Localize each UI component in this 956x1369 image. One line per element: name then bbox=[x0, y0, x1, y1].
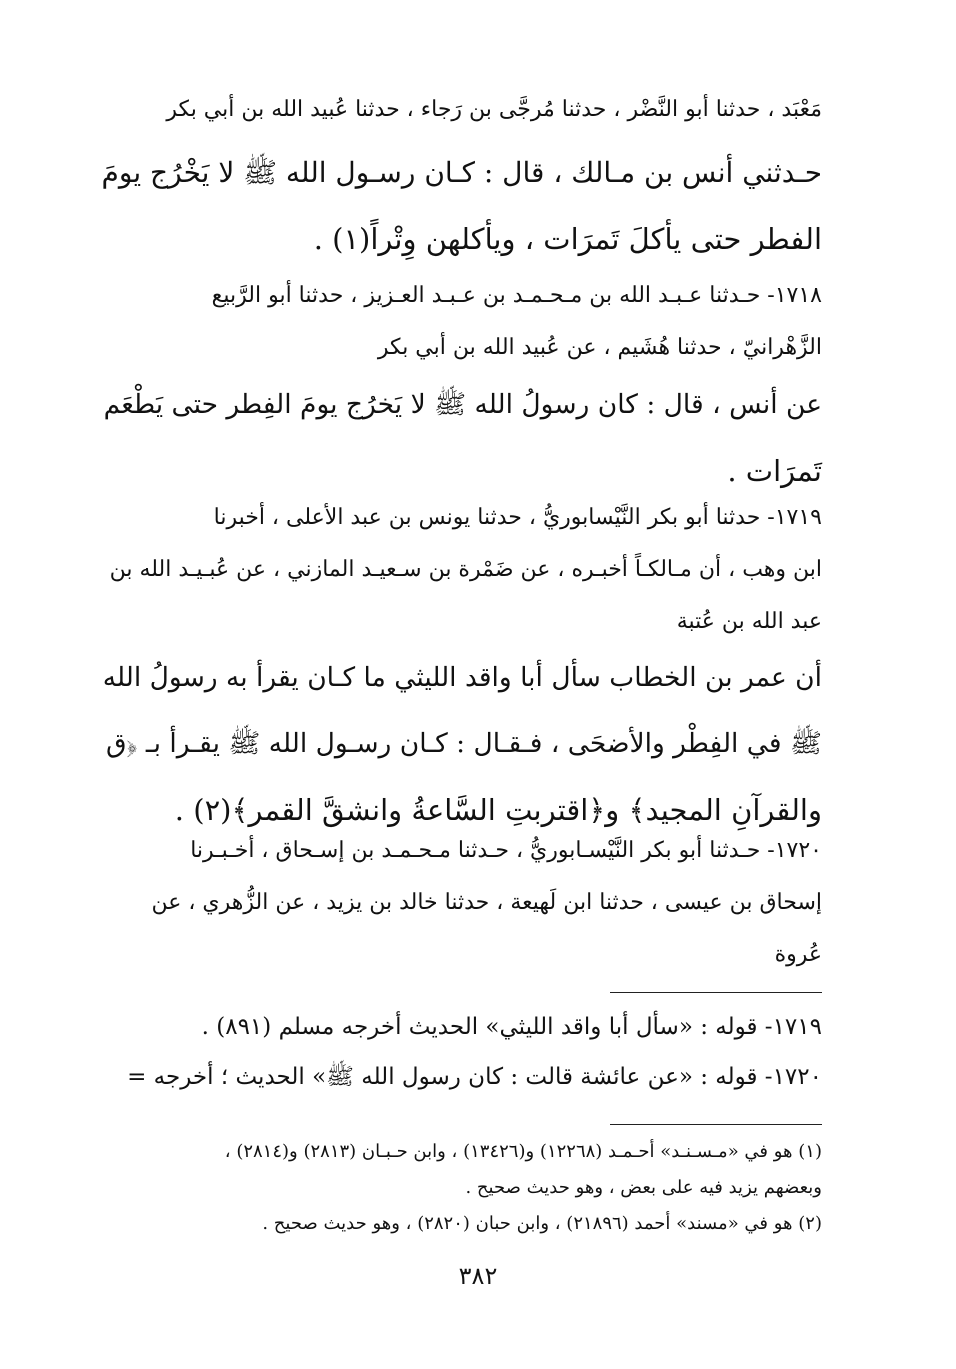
text-line: ١٧٢٠- قوله : «عن عائشة قالت : كان رسول الله ﷺ» الحديث ؛ أخرجه = bbox=[127, 1064, 822, 1090]
matn-1718 bbox=[100, 372, 822, 504]
page-number: ٣٨٢ bbox=[458, 1262, 498, 1290]
text-line: ١٧٢٠- حـدثنا أبو بكر النَّيْسـابوريُّ ، حـدثنا مـحـمـد بن إسـحاق ، أخـبـرنا bbox=[190, 838, 822, 863]
text-line: ﷺ في الفِطْر والأضحَى ، فـقـال : كـان رسـول الله ﷺ يقـرأ بـ ﴿ق bbox=[105, 728, 822, 759]
text-line: عن أنس ، قال : كان رسولُ الله ﷺ لا يَخرُج يومَ الفِطر حتى يَطْعَم bbox=[103, 389, 822, 420]
matn-1719 bbox=[100, 645, 822, 843]
text-line: الزَّهْرانيّ ، حدثنا هُشَيم ، عن عُبيد الله بن أبي بكر bbox=[377, 335, 822, 360]
commentary-rule bbox=[610, 992, 822, 993]
text-line: مَعْبَد ، حدثنا أبو النَّضْر ، حدثنا مُرجَّى بن رَجاء ، حدثنا عُبيد الله بن أبي بكر bbox=[166, 97, 822, 122]
text-line: والقرآنِ المجيد﴾ و﴿اقتربتِ السَّاعةُ وانشقَّ القمر﴾(٢) . bbox=[174, 793, 822, 827]
text-line: الفطر حتى يأكلَ تَمرَات ، ويأكلهن وِتْراً(١) . bbox=[313, 222, 822, 256]
isnad-1716-end bbox=[100, 84, 822, 136]
isnad-1719 bbox=[100, 492, 822, 648]
commentary bbox=[100, 1002, 822, 1102]
text-line: إسحاق بن عيسى ، حدثنا ابن لَهيعة ، حدثنا خالد بن يزيد ، عن الزُّهري ، عن bbox=[151, 890, 822, 915]
text-line: تَمرَات . bbox=[727, 454, 822, 488]
text-line: وبعضهم يزيد فيه على بعض ، وهو حديث صحيح . bbox=[465, 1177, 822, 1198]
text-line: ١٧١٩- قوله : «سأل أبا واقد الليثي» الحديث أخرجه مسلم (٨٩١) . bbox=[201, 1014, 822, 1040]
text-line: (٢) هو في «مسند» أحمد (٢١٨٩٦) ، وابن حبان (٢٨٢٠) ، وهو حديث صحيح . bbox=[262, 1213, 822, 1234]
text-line: أن عمر بن الخطاب سأل أبا واقد الليثي ما كـان يقرأ به رسولُ الله bbox=[102, 662, 822, 693]
text-line: ١٧١٨- حـدثنا عـبـد الله بن مـحـمـد بن عـبـد العـزيز ، حدثنا أبو الرَّبيع bbox=[211, 283, 822, 308]
footnote-rule bbox=[610, 1124, 822, 1125]
text-line: ١٧١٩- حدثنا أبو بكر النَّيْسابوريُّ ، حدثنا يونس بن عبد الأعلى ، أخبرنا bbox=[213, 505, 822, 530]
text-line: حـدثني أنس بن مـالك ، قال : كـان رسـول الله ﷺ لا يَخْرُج يومَ bbox=[101, 156, 822, 189]
footnotes bbox=[100, 1134, 822, 1242]
isnad-1720 bbox=[100, 825, 822, 981]
isnad-1718 bbox=[100, 270, 822, 374]
text-line: عُروة bbox=[774, 942, 822, 967]
text-line: ابن وهب ، أن مـالكـاً أخبـره ، عن ضَمْرة بن سـعيـد المازني ، عن عُبـيـد الله بن bbox=[109, 557, 822, 582]
text-line: عبد الله بن عُتبة bbox=[676, 609, 822, 634]
matn-1717 bbox=[100, 140, 822, 272]
text-line: (١) هو في «مـسـنـد» أحـمـد (١٢٢٦٨) و(١٣٤٢٦) ، وابن حـبـان (٢٨١٣) و(٢٨١٤) ، bbox=[224, 1141, 822, 1162]
